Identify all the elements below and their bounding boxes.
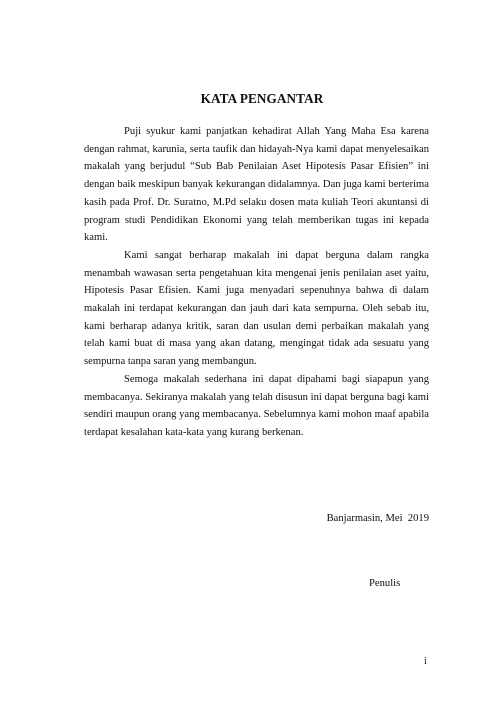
author-signature: Penulis [369,578,401,589]
body-text [84,123,429,442]
place-date: Banjarmasin, Mei 2019 [326,513,429,524]
paragraph-3: Semoga makalah sederhana ini dapat dipahami bagi siapapun yang membacanya. Sekiranya makalah yang telah disusun ini dapat berguna bagi kami sendiri maupun orang yang membacanya. Sebelumnya kami mohon maaf apabila terdapat kesalahan kata-kata yang kurang berkenan. [84,373,429,438]
page-title: KATA PENGANTAR [200,91,324,106]
page-number: i [424,656,427,667]
paragraph-2: Kami sangat berharap makalah ini dapat berguna dalam rangka menambah wawasan serta pengetahuan kita mengenai jenis penilaian aset yaitu, Hipotesis Pasar Efisien. Kami juga menyadari sepenuhnya bahwa di dalam makalah ini terdapat kekurangan dan jauh dari kata sempurna. Oleh sebab itu, kami berharap adanya kritik, saran dan usulan demi perbaikan makalah yang telah kami buat di masa yang akan datang, mengingat tidak ada sesuatu yang sempurna tanpa saran yang membangun. [84,249,429,368]
paragraph-1: Puji syukur kami panjatkan kehadirat Allah Yang Maha Esa karena dengan rahmat, karunia, serta taufik dan hidayah-Nya kami dapat menyelesaikan makalah yang berjudul “Sub Bab Penilaian Aset Hipotesis Pasar Efisien” ini dengan baik meskipun banyak kekurangan didalamnya. Dan juga kami berterima kasih pada Prof. Dr. Suratno, M.Pd selaku dosen mata kuliah Teori akuntansi di program studi Pendidikan Ekonomi yang telah memberikan tugas ini kepada kami. [84,126,429,244]
